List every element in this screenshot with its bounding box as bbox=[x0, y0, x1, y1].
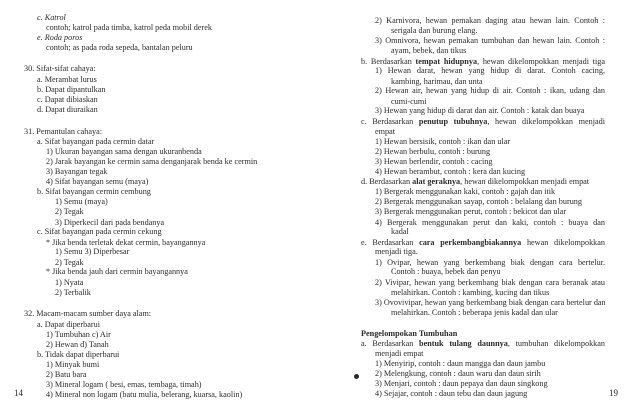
text-line: b. Dapat dipantulkan bbox=[37, 85, 106, 94]
text-line: 3) Mineral logam ( besi, emas, tembaga, timah) bbox=[46, 380, 202, 389]
text-line: melahirkan. Contoh : beberapa jenis kadal dan ular bbox=[391, 308, 558, 317]
text-line: e. Berdasarkan cara perkembangbiakannya hewan dikelompokkan bbox=[361, 238, 605, 247]
text-line: ayam, bebek, dan tikus bbox=[391, 46, 467, 55]
text-line: 3) Omnivora, hewan pemakan tumbuhan dan hewan lain. Contoh : bbox=[375, 36, 605, 45]
text-line: 2) Hewan berbulu, contoh : burung bbox=[375, 147, 491, 156]
text-line: 2) Melengkung, contoh : daun waru dan daun sirih bbox=[375, 369, 541, 378]
text-line: a. Sifat bayangan pada cermin datar bbox=[37, 137, 155, 146]
text-line: 4) Hewan berambut, contoh : kera dan kucing bbox=[375, 167, 526, 176]
text-line: 4) Sifat bayangan semu (maya) bbox=[46, 177, 149, 186]
text-line: serigala dan burung elang. bbox=[391, 26, 478, 35]
text-line: 1) Ukuran bayangan sama dengan ukuranbenda bbox=[46, 147, 202, 156]
text-line: 3) Menjari, contoh : daun pepaya dan daun singkong bbox=[375, 379, 548, 388]
text-line: 2) Hewan d) Tanah bbox=[46, 340, 109, 349]
text-line: 1) Menyirip, contoh : daun mangga dan daun jambu bbox=[375, 359, 546, 368]
text-line: c. Dapat dibiaskan bbox=[37, 95, 98, 104]
text-line: d. Berdasarkan alat geraknya, hewan dikelompokkan menjadi empat bbox=[361, 177, 590, 186]
text-line: 2) Bergerak menggunakan sayap, contoh : belalang dan burung bbox=[375, 197, 582, 206]
text-line: 2) Karnivora, hewan pemakan daging atau hewan lain. Contoh : bbox=[375, 16, 605, 25]
text-line: 4) Mineral non logam (batu mulia, belerang, kuarsa, kaolin) bbox=[46, 390, 243, 399]
text-line: 1) Semu 3) Diperbesar bbox=[55, 247, 130, 256]
text-line: b. Berdasarkan tempat hidupnya, hewan dikelompokkan menjadi tiga bbox=[361, 57, 605, 66]
text-line: 2) Jarak bayangan ke cermin sama denganjarak benda ke cermin bbox=[46, 157, 258, 166]
text-line: a. Dapat diperbarui bbox=[37, 320, 100, 329]
text-line: 1) Hewan darat, hewan yang hidup di darat. Contoh cacing, bbox=[375, 66, 605, 75]
text-line: 2) Vivipar, hewan yang berkembang biak dengan cara beranak atau bbox=[375, 278, 605, 287]
text-line: 30. Sifat-sifat cahaya: bbox=[24, 64, 96, 73]
page-number-right: 19 bbox=[609, 388, 618, 398]
text-line: 3) Bayangan tegak bbox=[46, 167, 108, 176]
text-line: menjadi tiga. bbox=[375, 247, 418, 256]
text-line: 31. Pemantulan cahaya: bbox=[24, 127, 102, 136]
text-line: b. Tidak dapat diperbarui bbox=[37, 350, 120, 359]
text-line: 3) Hewan berlendir, contoh : cacing bbox=[375, 157, 493, 166]
text-line: 1) Ovipar, hewan yang berkembang biak dengan cara bertelur. bbox=[375, 258, 605, 267]
text-line: kadal bbox=[391, 227, 409, 236]
text-line: a. Berdasarkan bentuk tulang daunnya, tumbuhan dikelompokkan bbox=[361, 339, 605, 348]
text-line: 2) Tegak bbox=[55, 207, 84, 216]
text-line: 1) Nyata bbox=[55, 278, 84, 287]
text-line: 4) Sejajar, contoh : daun tebu dan daun jagung bbox=[375, 389, 528, 398]
text-line: 2) Terbalik bbox=[55, 288, 91, 297]
text-line: 2) Batu bara bbox=[46, 370, 87, 379]
text-line: contoh; katrol pada timba, katrol peda mobil derek bbox=[46, 23, 212, 32]
text-line: a. Merambat lurus bbox=[37, 75, 97, 84]
text-line: 1) Hewan bersisik, contoh : ikan dan ular bbox=[375, 137, 511, 146]
text-line: kambing, harimau, dan unta bbox=[391, 77, 483, 86]
text-line: cumi-cumi bbox=[391, 97, 427, 106]
text-line: 3) Hewan yang hidup di darat dan air. Contoh : katak dan buaya bbox=[375, 106, 585, 115]
text-line: 1) Semu (maya) bbox=[55, 197, 108, 206]
text-line: 2) Hewan air, hewan yang hidup di air. Contoh : ikan, udang dan bbox=[375, 86, 605, 95]
text-line: contoh; as pada roda sepeda, bantalan peluru bbox=[46, 43, 193, 52]
text-line: 3) Bergerak menggunakan perut, contoh : bekicot dan ular bbox=[375, 207, 567, 216]
text-line: * Jika benda jauh dari cermin bayangannya bbox=[46, 267, 188, 276]
text-line: e. Roda poros bbox=[37, 33, 83, 42]
text-line: c. Katrol bbox=[37, 13, 66, 22]
text-line: 3) Ovovivipar, hewan yang berkembang biak dengan cara bertelur dan bbox=[375, 298, 606, 307]
text-line: 2) Tegak bbox=[55, 258, 84, 267]
text-line: c. Berdasarkan penutup tubuhnya, hewan dikelompokkan menjadi bbox=[361, 117, 605, 126]
text-line: 1) Tumbuhan c) Air bbox=[46, 330, 111, 339]
text-line: Pengelompokan Tumbuhan bbox=[361, 329, 458, 338]
text-line: 1) Bergerak menggunakan kaki, contoh : gajah dan itik bbox=[375, 187, 556, 196]
text-line: melahirkan. Contoh : kambing, kucing dan tikus bbox=[391, 288, 550, 297]
text-line: empat bbox=[375, 127, 396, 136]
text-line: b. Sifat bayangan cermin cembung bbox=[37, 187, 151, 196]
page-number-left: 14 bbox=[14, 388, 23, 398]
text-line: c. Sifat bayangan pada cermin cekung bbox=[37, 227, 162, 236]
text-line: 3) Diperkecil dari pada bendanya bbox=[55, 218, 165, 227]
text-line: 4) Bergerak menggunakan perut dan kaki, contoh : buaya dan bbox=[375, 218, 605, 227]
right-page bbox=[319, 0, 638, 416]
text-line: menjadi empat bbox=[375, 349, 424, 358]
text-line: d. Dapat diuraikan bbox=[37, 105, 98, 114]
bullet-icon bbox=[354, 374, 359, 379]
text-line: * Jika benda terletak dekat cermin, bayangannya bbox=[46, 238, 206, 247]
text-line: Contoh : buaya, bebek dan penyu bbox=[391, 267, 501, 276]
text-line: 32. Macam-macam sumber daya alam: bbox=[24, 309, 152, 318]
text-line: 1) Minyak bumi bbox=[46, 360, 100, 369]
